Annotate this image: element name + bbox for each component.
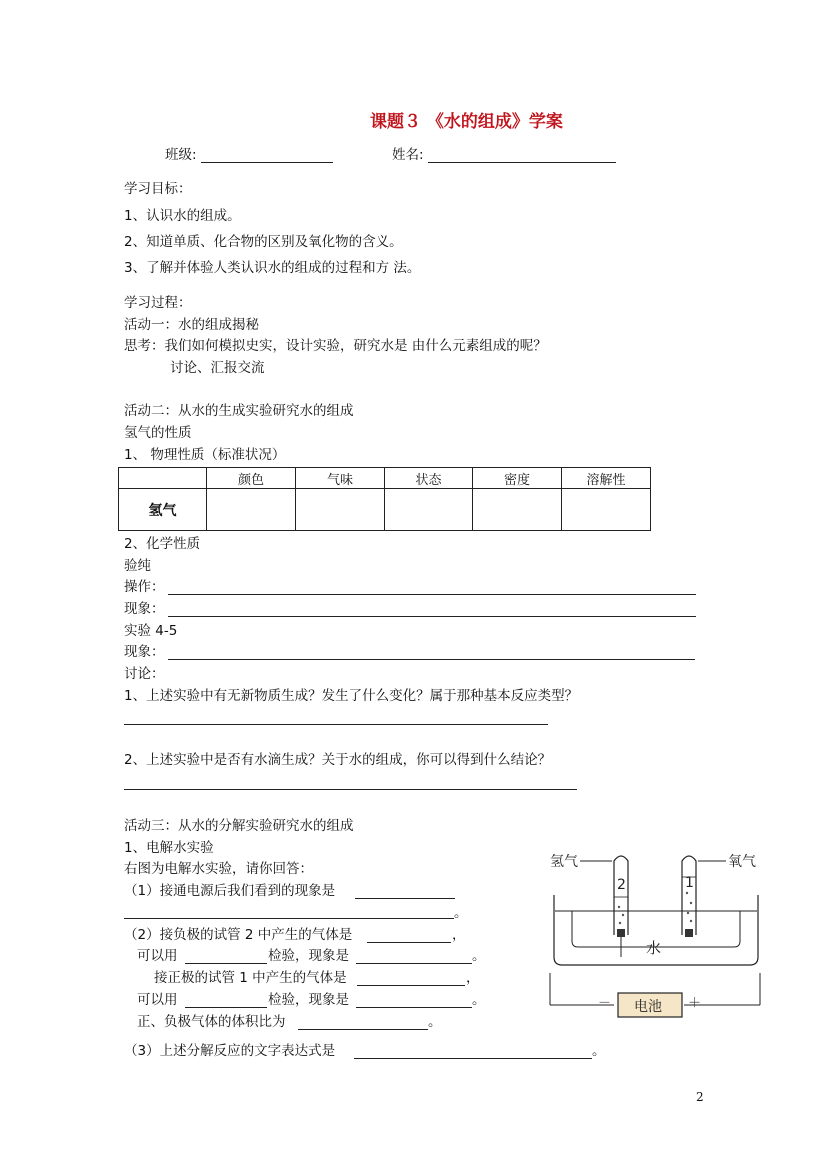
check-label: 检验，现象是 xyxy=(268,948,349,964)
name-label: 姓名: xyxy=(392,147,424,163)
phenomenon-field-1[interactable] xyxy=(356,963,472,964)
can-use-label: 可以用 xyxy=(137,992,178,1008)
plus-sign: ＋ xyxy=(688,996,702,1011)
tube-1-label: 1 xyxy=(685,875,694,891)
oxygen-label: 氧气 xyxy=(728,854,756,870)
activity3-heading: 活动三：从水的分解实验研究水的组成 xyxy=(124,818,354,834)
table-cell[interactable] xyxy=(207,489,296,531)
period: 。 xyxy=(472,992,486,1008)
activity3-q1: （1）接通电源后我们看到的现象是 xyxy=(124,883,336,899)
table-header: 状态 xyxy=(385,468,473,489)
activity3-q2b-field[interactable] xyxy=(357,985,465,986)
table-header: 溶解性 xyxy=(562,468,651,489)
table-row-label: 氢气 xyxy=(119,489,207,531)
hydrogen-properties-table xyxy=(118,467,651,531)
table-header xyxy=(119,468,207,489)
comma: ， xyxy=(466,970,480,986)
table-cell[interactable] xyxy=(473,489,562,531)
operation-label: 操作： xyxy=(124,579,165,595)
phenomenon-label: 现象： xyxy=(124,601,165,617)
activity1-discuss: 讨论、汇报交流 xyxy=(170,360,265,376)
phenomenon2-label: 现象： xyxy=(124,644,165,660)
table-header: 气味 xyxy=(296,468,385,489)
operation-field[interactable] xyxy=(168,594,696,595)
table-cell[interactable] xyxy=(296,489,385,531)
table-header: 颜色 xyxy=(207,468,296,489)
name-field[interactable] xyxy=(428,162,616,163)
bubble xyxy=(622,914,624,916)
bubble xyxy=(690,920,692,922)
activity3-q2b: 接正极的试管 1 中产生的气体是 xyxy=(154,970,347,986)
experiment-label: 实验 4-5 xyxy=(124,623,178,639)
purity-check: 验纯 xyxy=(124,558,151,574)
check-label: 检验，现象是 xyxy=(268,992,349,1008)
can-use-label: 可以用 xyxy=(137,948,178,964)
class-label: 班级: xyxy=(165,147,197,163)
activity3-q2a: （2）接负极的试管 2 中产生的气体是 xyxy=(124,927,353,943)
battery-label: 电池 xyxy=(634,999,662,1015)
discussion-q1: 1、上述实验中有无新物质生成？发生了什么变化？属于那种基本反应类型？ xyxy=(124,688,579,704)
word-equation-field[interactable] xyxy=(354,1058,592,1059)
period: 。 xyxy=(592,1043,606,1059)
activity1-heading: 活动一：水的组成揭秘 xyxy=(124,317,259,333)
discussion-q2-answer[interactable] xyxy=(124,789,577,790)
volume-ratio-label: 正、负极气体的体积比为 xyxy=(137,1014,286,1030)
electrode-1 xyxy=(685,929,693,937)
hydrogen-label: 氢气 xyxy=(550,854,578,870)
goal-item: 2、知道单质、化合物的区别及氧化物的含义。 xyxy=(124,234,403,250)
physical-properties: 1、 物理性质（标准状况） xyxy=(124,447,286,463)
period: 。 xyxy=(454,905,468,921)
electrolysis-diagram xyxy=(548,845,768,1020)
phenomenon-field-2[interactable] xyxy=(356,1007,472,1008)
activity2-heading: 活动二：从水的生成实验研究水的组成 xyxy=(124,403,354,419)
activity3-q1-field-2[interactable] xyxy=(124,918,454,919)
goal-item: 1、认识水的组成。 xyxy=(124,208,241,224)
activity3-q2a-field[interactable] xyxy=(367,942,451,943)
bubble xyxy=(686,892,688,894)
test-tube-1 xyxy=(682,856,696,935)
activity2-sub: 氢气的性质 xyxy=(124,425,192,441)
goals-heading: 学习目标： xyxy=(124,181,192,197)
tube-2-label: 2 xyxy=(617,877,626,893)
goal-item: 3、了解并体验人类认识水的组成的过程和方 法。 xyxy=(124,260,421,276)
water-label: 水 xyxy=(646,939,662,957)
table-header: 密度 xyxy=(473,468,562,489)
volume-ratio-field[interactable] xyxy=(298,1029,428,1030)
page-title: 课题３ 《水的组成》学案 xyxy=(370,112,563,132)
reagent-field-1[interactable] xyxy=(185,963,267,964)
reagent-field-2[interactable] xyxy=(185,1007,267,1008)
bubble xyxy=(619,922,621,924)
activity3-sub: 1、电解水实验 xyxy=(124,840,214,856)
period: 。 xyxy=(472,948,486,964)
activity3-intro: 右图为电解水实验，请你回答： xyxy=(124,861,313,877)
phenomenon2-field[interactable] xyxy=(168,659,695,660)
bubble xyxy=(690,902,692,904)
phenomenon-field[interactable] xyxy=(168,616,696,617)
discussion-label: 讨论： xyxy=(124,666,165,682)
process-heading: 学习过程： xyxy=(124,295,192,311)
discussion-q1-answer[interactable] xyxy=(124,724,548,725)
chemical-properties: 2、化学性质 xyxy=(124,536,201,552)
bubble xyxy=(687,912,689,914)
activity1-think: 思考：我们如何模拟史实，设计实验，研究水是 由什么元素组成的呢？ xyxy=(124,338,547,354)
table-cell[interactable] xyxy=(562,489,651,531)
activity3-q3: （3）上述分解反应的文字表达式是 xyxy=(124,1043,336,1059)
class-field[interactable] xyxy=(201,162,333,163)
bubble xyxy=(618,906,620,908)
electrode-2 xyxy=(617,929,625,937)
period: 。 xyxy=(428,1014,442,1030)
minus-sign: － xyxy=(598,996,612,1011)
discussion-q2: 2、上述实验中是否有水滴生成？关于水的组成，你可以得到什么结论？ xyxy=(124,752,552,768)
page-number: 2 xyxy=(696,1090,704,1104)
activity3-q1-field[interactable] xyxy=(355,898,455,899)
comma: ， xyxy=(452,927,466,943)
table-cell[interactable] xyxy=(385,489,473,531)
